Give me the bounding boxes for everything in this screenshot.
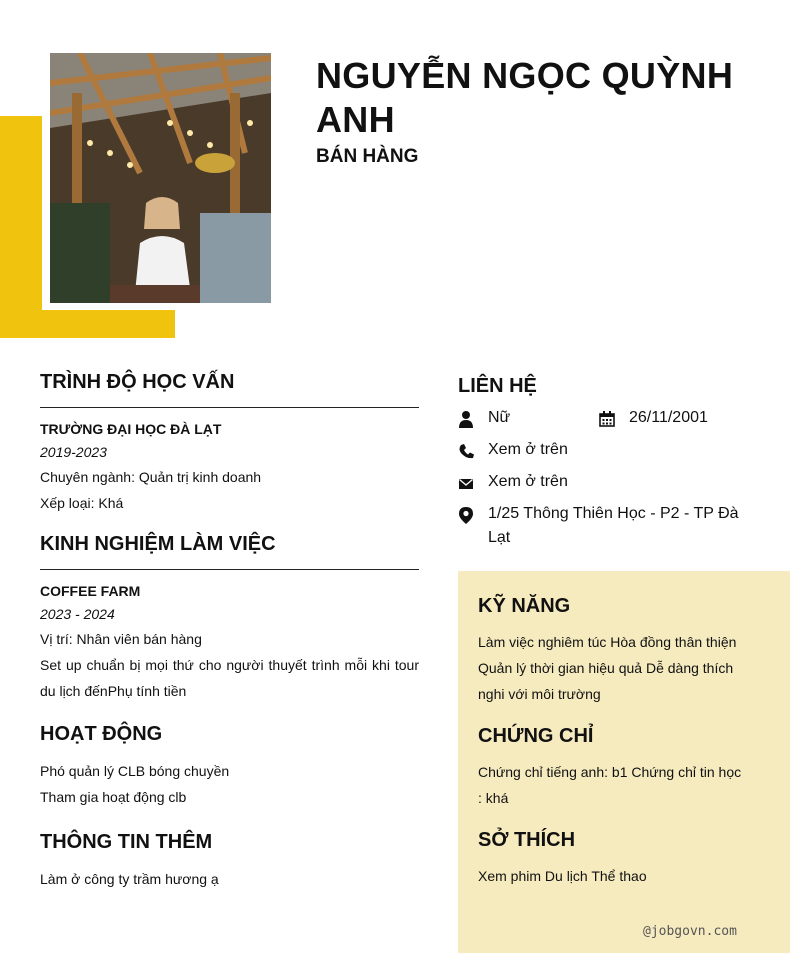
education-major: Chuyên ngành: Quản trị kinh doanh xyxy=(40,469,262,485)
location-pin-icon xyxy=(458,506,474,524)
phone-value: Xem ở trên xyxy=(488,441,568,458)
calendar-icon xyxy=(599,410,615,428)
education-grade: Xếp loại: Khá xyxy=(40,495,124,511)
additional-info-text: Làm ở công ty trầm hương ạ xyxy=(40,871,219,887)
contact-section xyxy=(458,372,758,550)
address-item xyxy=(458,502,758,550)
experience-section xyxy=(40,530,419,704)
section-divider xyxy=(40,569,419,570)
accent-bar xyxy=(0,310,175,338)
skills-heading: KỸ NĂNG xyxy=(478,595,571,617)
accent-block xyxy=(0,116,42,338)
activities-section xyxy=(40,720,419,810)
education-heading: TRÌNH ĐỘ HỌC VẤN xyxy=(40,371,235,393)
phone-item xyxy=(458,438,758,462)
side-panel-content xyxy=(478,591,748,889)
left-column xyxy=(40,368,419,892)
person-icon xyxy=(458,410,474,428)
candidate-name: NGUYỄN NGỌC QUỲNH ANH xyxy=(316,55,734,140)
experience-heading: KINH NGHIỆM LÀM VIỆC xyxy=(40,533,276,555)
additional-info-section xyxy=(40,828,419,892)
email-item xyxy=(458,470,758,494)
school-name: TRƯỜNG ĐẠI HỌC ĐÀ LẠT xyxy=(40,421,222,437)
company-name: COFFEE FARM xyxy=(40,583,141,599)
education-section xyxy=(40,368,419,516)
gender-item xyxy=(458,406,599,430)
birthday-value: 26/11/2001 xyxy=(629,409,708,426)
hobbies-heading: SỞ THÍCH xyxy=(478,829,576,851)
address-value: 1/25 Thông Thiên Học - P2 - TP Đà Lạt xyxy=(488,505,739,546)
experience-position: Vị trí: Nhân viên bán hàng xyxy=(40,631,202,647)
birthday-item xyxy=(599,406,708,430)
job-title: BÁN HÀNG xyxy=(316,146,419,167)
activities-heading: HOẠT ĐỘNG xyxy=(40,723,163,745)
profile-photo xyxy=(50,53,271,303)
watermark: @jobgovn.com xyxy=(643,924,737,939)
skills-panel xyxy=(458,571,790,953)
activity-item: Phó quản lý CLB bóng chuyền xyxy=(40,763,230,779)
email-value: Xem ở trên xyxy=(488,473,568,490)
mail-icon xyxy=(458,474,474,492)
education-years: 2019-2023 xyxy=(40,444,107,460)
hobbies-text: Xem phim Du lịch Thể thao xyxy=(478,868,647,884)
skills-text: Làm việc nghiêm túc Hòa đồng thân thiện Quản lý thời gian hiệu quả Dễ dàng thích nghi với môi trường xyxy=(478,634,737,702)
gender-value: Nữ xyxy=(488,409,511,426)
phone-icon xyxy=(458,442,474,460)
certificates-text: Chứng chỉ tiếng anh: b1 Chứng chỉ tin học : khá xyxy=(478,764,742,806)
contact-heading: LIÊN HỆ xyxy=(458,375,537,397)
section-divider xyxy=(40,407,419,408)
additional-info-heading: THÔNG TIN THÊM xyxy=(40,831,213,853)
contact-row-personal xyxy=(458,406,758,430)
experience-description: Set up chuẩn bị mọi thứ cho người thuyết trình mỗi khi tour du lịch đếnPhụ tính tiền xyxy=(40,657,419,699)
experience-years: 2023 - 2024 xyxy=(40,606,115,622)
certificates-heading: CHỨNG CHỈ xyxy=(478,725,594,747)
activity-item: Tham gia hoạt động clb xyxy=(40,789,187,805)
